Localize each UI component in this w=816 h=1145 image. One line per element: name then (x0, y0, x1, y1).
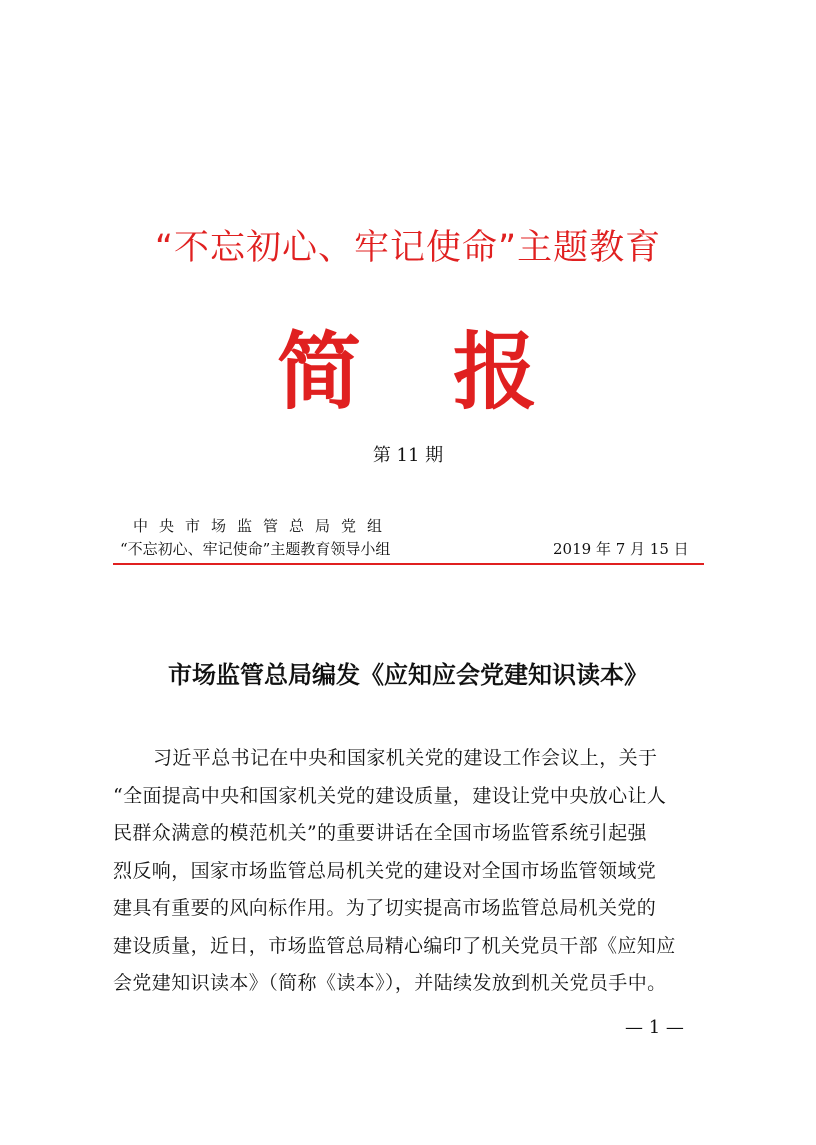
issuer-line-2: “不忘初心、牢记使命”主题教育领导小组 (120, 540, 391, 558)
body-line: 会党建知识读本》（简称《读本》），并陆续发放到机关党员手中。 (113, 972, 667, 994)
page-number: — 1 — (625, 1017, 684, 1038)
issue-number: 第 11 期 (372, 445, 444, 466)
body-line: 民群众满意的模范机关”的重要讲话在全国市场监管系统引起强 (113, 822, 647, 844)
body-line: 烈反响，国家市场监管总局机关党的建设对全国市场监管领域党 (113, 859, 657, 882)
issue-date: 2019 年 7 月 15 日 (553, 540, 689, 558)
issuer-line-1: 中央市场监管总局党组 (133, 517, 394, 535)
article-title: 市场监管总局编发《应知应会党建知识读本》 (168, 660, 648, 689)
brief-title-char-2: 报 (453, 322, 540, 421)
body-line: 习近平总书记在中央和国家机关党的建设工作会议上，关于 (153, 747, 658, 769)
body-line: 建设质量，近日，市场监管总局精心编印了机关党员干部《应知应 (113, 934, 676, 957)
brief-title-char-1: 简 (276, 322, 363, 421)
brief-title (0, 305, 816, 426)
article-body (113, 740, 708, 1003)
red-divider (113, 563, 704, 565)
body-line: “全面提高中央和国家机关党的建设质量，建设让党中央放心让人 (113, 784, 667, 807)
campaign-title: “不忘初心、牢记使命”主题教育 (154, 228, 662, 268)
body-line: 建具有重要的风向标作用。为了切实提高市场监管总局机关党的 (113, 897, 657, 919)
